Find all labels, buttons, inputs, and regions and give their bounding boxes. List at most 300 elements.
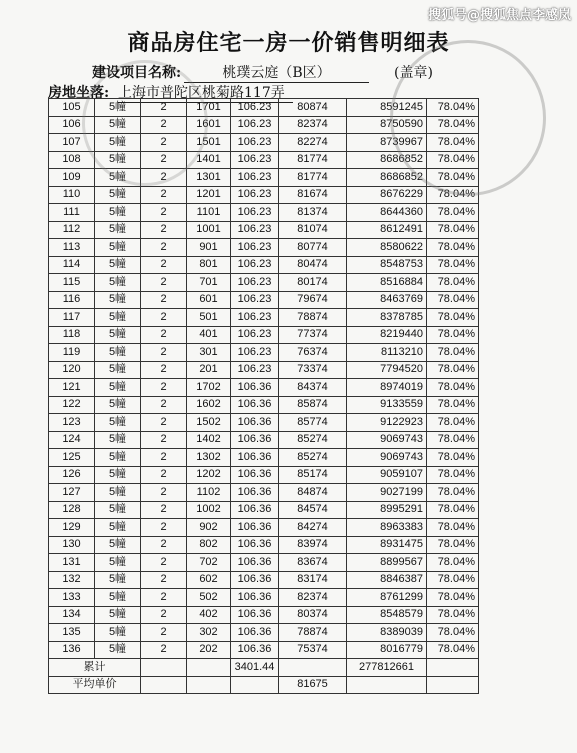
ratio-cell: 78.04%: [427, 466, 479, 484]
total-price-cell: 8591245: [347, 99, 427, 117]
ratio-cell: 78.04%: [427, 134, 479, 152]
row-number-cell: 110: [49, 186, 95, 204]
building-cell: 5幢: [95, 449, 141, 467]
row-number-cell: 133: [49, 589, 95, 607]
ratio-cell: 78.04%: [427, 344, 479, 362]
unit-price-cell: 85874: [279, 396, 347, 414]
building-cell: 5幢: [95, 554, 141, 572]
total-price-cell: 8113210: [347, 344, 427, 362]
row-number-cell: 107: [49, 134, 95, 152]
area-cell: 106.36: [231, 571, 279, 589]
ratio-cell: 78.04%: [427, 291, 479, 309]
bedrooms-cell: 2: [141, 169, 187, 187]
room-number-cell: 901: [187, 239, 231, 257]
unit-price-cell: 78874: [279, 624, 347, 642]
area-cell: 106.23: [231, 239, 279, 257]
table-row: [49, 501, 479, 519]
room-number-cell: 1402: [187, 431, 231, 449]
building-cell: 5幢: [95, 99, 141, 117]
building-cell: 5幢: [95, 256, 141, 274]
ratio-cell: 78.04%: [427, 449, 479, 467]
bedrooms-cell: 2: [141, 134, 187, 152]
average-empty-cell: [187, 676, 231, 694]
building-cell: 5幢: [95, 589, 141, 607]
bedrooms-cell: 2: [141, 116, 187, 134]
bedrooms-cell: 2: [141, 641, 187, 659]
bedrooms-cell: 2: [141, 484, 187, 502]
ratio-cell: 78.04%: [427, 274, 479, 292]
room-number-cell: 201: [187, 361, 231, 379]
average-empty-cell: [141, 676, 187, 694]
room-number-cell: 1002: [187, 501, 231, 519]
unit-price-cell: 80374: [279, 606, 347, 624]
table-row: [49, 309, 479, 327]
unit-price-cell: 77374: [279, 326, 347, 344]
unit-price-cell: 83674: [279, 554, 347, 572]
table-row: [49, 326, 479, 344]
table-row: [49, 519, 479, 537]
unit-price-cell: 84574: [279, 501, 347, 519]
building-cell: 5幢: [95, 379, 141, 397]
total-empty-cell: [279, 659, 347, 677]
row-number-cell: 112: [49, 221, 95, 239]
ratio-cell: 78.04%: [427, 554, 479, 572]
ratio-cell: 78.04%: [427, 99, 479, 117]
sales-table: [48, 98, 479, 694]
row-number-cell: 130: [49, 536, 95, 554]
building-cell: 5幢: [95, 239, 141, 257]
ratio-cell: 78.04%: [427, 204, 479, 222]
building-cell: 5幢: [95, 134, 141, 152]
watermark: 搜狐号@搜狐焦点李感岚: [427, 8, 571, 23]
bedrooms-cell: 2: [141, 361, 187, 379]
ratio-cell: 78.04%: [427, 501, 479, 519]
bedrooms-cell: 2: [141, 431, 187, 449]
total-price-cell: 8389039: [347, 624, 427, 642]
row-number-cell: 122: [49, 396, 95, 414]
room-number-cell: 1702: [187, 379, 231, 397]
sales-table-body: [49, 99, 479, 659]
ratio-cell: 78.04%: [427, 379, 479, 397]
table-row: [49, 449, 479, 467]
table-row: [49, 151, 479, 169]
total-price-cell: 8846387: [347, 571, 427, 589]
row-number-cell: 120: [49, 361, 95, 379]
room-number-cell: 1001: [187, 221, 231, 239]
area-cell: 106.23: [231, 151, 279, 169]
room-number-cell: 1601: [187, 116, 231, 134]
average-empty-cell: [231, 676, 279, 694]
building-cell: 5幢: [95, 151, 141, 169]
total-price-cell: 8676229: [347, 186, 427, 204]
table-row: [49, 221, 479, 239]
ratio-cell: 78.04%: [427, 309, 479, 327]
unit-price-cell: 83174: [279, 571, 347, 589]
project-name: 桃璞云庭（B区）: [184, 62, 369, 83]
row-number-cell: 128: [49, 501, 95, 519]
unit-price-cell: 81774: [279, 169, 347, 187]
area-cell: 106.36: [231, 519, 279, 537]
bedrooms-cell: 2: [141, 449, 187, 467]
project-label: 建设项目名称:: [92, 65, 182, 81]
ratio-cell: 78.04%: [427, 484, 479, 502]
building-cell: 5幢: [95, 204, 141, 222]
bedrooms-cell: 2: [141, 554, 187, 572]
document-title: 商品房住宅一房一价销售明细表: [127, 30, 450, 56]
unit-price-cell: 84274: [279, 519, 347, 537]
total-label: 累计: [49, 659, 141, 677]
room-number-cell: 1302: [187, 449, 231, 467]
total-price-cell: 8686852: [347, 151, 427, 169]
bedrooms-cell: 2: [141, 239, 187, 257]
row-number-cell: 129: [49, 519, 95, 537]
table-row: [49, 606, 479, 624]
bedrooms-cell: 2: [141, 309, 187, 327]
room-number-cell: 701: [187, 274, 231, 292]
bedrooms-cell: 2: [141, 379, 187, 397]
room-number-cell: 402: [187, 606, 231, 624]
building-cell: 5幢: [95, 519, 141, 537]
unit-price-cell: 80174: [279, 274, 347, 292]
row-number-cell: 126: [49, 466, 95, 484]
row-number-cell: 106: [49, 116, 95, 134]
building-cell: 5幢: [95, 466, 141, 484]
average-empty-cell: [427, 676, 479, 694]
table-row: [49, 536, 479, 554]
ratio-cell: 78.04%: [427, 589, 479, 607]
unit-price-cell: 81074: [279, 221, 347, 239]
total-price-cell: 8931475: [347, 536, 427, 554]
room-number-cell: 1201: [187, 186, 231, 204]
table-row: [49, 256, 479, 274]
average-empty-cell: [347, 676, 427, 694]
area-cell: 106.23: [231, 186, 279, 204]
total-price-cell: 9069743: [347, 449, 427, 467]
table-row: [49, 554, 479, 572]
total-price-cell: 8612491: [347, 221, 427, 239]
bedrooms-cell: 2: [141, 589, 187, 607]
total-price-cell: 8974019: [347, 379, 427, 397]
total-price-cell: 8016779: [347, 641, 427, 659]
total-price-cell: 8761299: [347, 589, 427, 607]
room-number-cell: 1101: [187, 204, 231, 222]
room-number-cell: 401: [187, 326, 231, 344]
row-number-cell: 134: [49, 606, 95, 624]
building-cell: 5幢: [95, 274, 141, 292]
room-number-cell: 302: [187, 624, 231, 642]
area-cell: 106.23: [231, 291, 279, 309]
room-number-cell: 1501: [187, 134, 231, 152]
bedrooms-cell: 2: [141, 606, 187, 624]
ratio-cell: 78.04%: [427, 431, 479, 449]
table-row: [49, 379, 479, 397]
total-price-cell: 8580622: [347, 239, 427, 257]
table-row: [49, 571, 479, 589]
unit-price-cell: 82374: [279, 116, 347, 134]
ratio-cell: 78.04%: [427, 414, 479, 432]
row-number-cell: 108: [49, 151, 95, 169]
table-row: [49, 116, 479, 134]
room-number-cell: 301: [187, 344, 231, 362]
unit-price-cell: 84874: [279, 484, 347, 502]
building-cell: 5幢: [95, 291, 141, 309]
table-row: [49, 624, 479, 642]
building-cell: 5幢: [95, 641, 141, 659]
area-cell: 106.36: [231, 431, 279, 449]
building-cell: 5幢: [95, 484, 141, 502]
stamp-label: (盖章): [394, 65, 433, 81]
row-number-cell: 135: [49, 624, 95, 642]
table-row: [49, 589, 479, 607]
bedrooms-cell: 2: [141, 291, 187, 309]
room-number-cell: 1502: [187, 414, 231, 432]
total-price-cell: 8219440: [347, 326, 427, 344]
row-number-cell: 113: [49, 239, 95, 257]
total-price-cell: 9059107: [347, 466, 427, 484]
row-number-cell: 124: [49, 431, 95, 449]
bedrooms-cell: 2: [141, 466, 187, 484]
building-cell: 5幢: [95, 396, 141, 414]
table-row: [49, 169, 479, 187]
unit-price-cell: 79674: [279, 291, 347, 309]
table-row: [49, 344, 479, 362]
building-cell: 5幢: [95, 221, 141, 239]
total-price-cell: 8644360: [347, 204, 427, 222]
total-price-cell: 7794520: [347, 361, 427, 379]
total-area: 3401.44: [231, 659, 279, 677]
room-number-cell: 602: [187, 571, 231, 589]
area-cell: 106.23: [231, 326, 279, 344]
total-price-cell: 8899567: [347, 554, 427, 572]
building-cell: 5幢: [95, 361, 141, 379]
total-price-cell: 8378785: [347, 309, 427, 327]
average-price: 81675: [279, 676, 347, 694]
area-cell: 106.36: [231, 396, 279, 414]
unit-price-cell: 75374: [279, 641, 347, 659]
total-empty-cell: [427, 659, 479, 677]
bedrooms-cell: 2: [141, 519, 187, 537]
total-amount: 277812661: [347, 659, 427, 677]
room-number-cell: 702: [187, 554, 231, 572]
bedrooms-cell: 2: [141, 274, 187, 292]
area-cell: 106.23: [231, 99, 279, 117]
area-cell: 106.23: [231, 344, 279, 362]
area-cell: 106.23: [231, 274, 279, 292]
area-cell: 106.36: [231, 589, 279, 607]
address-value: 上海市普陀区桃菊路117弄: [118, 82, 293, 103]
table-row: [49, 466, 479, 484]
room-number-cell: 1401: [187, 151, 231, 169]
table-row: [49, 274, 479, 292]
unit-price-cell: 78874: [279, 309, 347, 327]
room-number-cell: 501: [187, 309, 231, 327]
ratio-cell: 78.04%: [427, 519, 479, 537]
table-row: [49, 431, 479, 449]
table-row: [49, 361, 479, 379]
bedrooms-cell: 2: [141, 204, 187, 222]
ratio-cell: 78.04%: [427, 326, 479, 344]
bedrooms-cell: 2: [141, 536, 187, 554]
building-cell: 5幢: [95, 501, 141, 519]
building-cell: 5幢: [95, 326, 141, 344]
ratio-cell: 78.04%: [427, 571, 479, 589]
building-cell: 5幢: [95, 116, 141, 134]
row-number-cell: 116: [49, 291, 95, 309]
ratio-cell: 78.04%: [427, 221, 479, 239]
ratio-cell: 78.04%: [427, 624, 479, 642]
bedrooms-cell: 2: [141, 344, 187, 362]
table-row: [49, 641, 479, 659]
unit-price-cell: 82274: [279, 134, 347, 152]
room-number-cell: 902: [187, 519, 231, 537]
building-cell: 5幢: [95, 624, 141, 642]
total-empty-cell: [141, 659, 187, 677]
row-number-cell: 131: [49, 554, 95, 572]
total-price-cell: 8516884: [347, 274, 427, 292]
average-label: 平均单价: [49, 676, 141, 694]
bedrooms-cell: 2: [141, 151, 187, 169]
table-row: [49, 396, 479, 414]
unit-price-cell: 85174: [279, 466, 347, 484]
area-cell: 106.36: [231, 484, 279, 502]
ratio-cell: 78.04%: [427, 606, 479, 624]
bedrooms-cell: 2: [141, 326, 187, 344]
address-row: [48, 80, 478, 101]
building-cell: 5幢: [95, 571, 141, 589]
table-row: [49, 134, 479, 152]
room-number-cell: 202: [187, 641, 231, 659]
row-number-cell: 115: [49, 274, 95, 292]
average-row: [49, 676, 479, 694]
table-row: [49, 291, 479, 309]
room-number-cell: 1301: [187, 169, 231, 187]
row-number-cell: 117: [49, 309, 95, 327]
row-number-cell: 111: [49, 204, 95, 222]
area-cell: 106.23: [231, 116, 279, 134]
building-cell: 5幢: [95, 344, 141, 362]
bedrooms-cell: 2: [141, 221, 187, 239]
area-cell: 106.36: [231, 501, 279, 519]
bedrooms-cell: 2: [141, 256, 187, 274]
table-row: [49, 414, 479, 432]
room-number-cell: 1202: [187, 466, 231, 484]
area-cell: 106.36: [231, 536, 279, 554]
unit-price-cell: 82374: [279, 589, 347, 607]
area-cell: 106.36: [231, 449, 279, 467]
bedrooms-cell: 2: [141, 414, 187, 432]
total-price-cell: 9133559: [347, 396, 427, 414]
area-cell: 106.23: [231, 309, 279, 327]
unit-price-cell: 81774: [279, 151, 347, 169]
building-cell: 5幢: [95, 169, 141, 187]
unit-price-cell: 85274: [279, 431, 347, 449]
ratio-cell: 78.04%: [427, 239, 479, 257]
row-number-cell: 136: [49, 641, 95, 659]
area-cell: 106.36: [231, 624, 279, 642]
ratio-cell: 78.04%: [427, 186, 479, 204]
row-number-cell: 121: [49, 379, 95, 397]
row-number-cell: 114: [49, 256, 95, 274]
total-empty-cell: [187, 659, 231, 677]
unit-price-cell: 76374: [279, 344, 347, 362]
room-number-cell: 601: [187, 291, 231, 309]
building-cell: 5幢: [95, 186, 141, 204]
table-row: [49, 239, 479, 257]
total-price-cell: 8963383: [347, 519, 427, 537]
table-row: [49, 186, 479, 204]
ratio-cell: 78.04%: [427, 396, 479, 414]
total-price-cell: 8548579: [347, 606, 427, 624]
room-number-cell: 1602: [187, 396, 231, 414]
room-number-cell: 502: [187, 589, 231, 607]
row-number-cell: 127: [49, 484, 95, 502]
table-row: [49, 204, 479, 222]
unit-price-cell: 83974: [279, 536, 347, 554]
area-cell: 106.36: [231, 606, 279, 624]
ratio-cell: 78.04%: [427, 361, 479, 379]
area-cell: 106.36: [231, 466, 279, 484]
total-price-cell: 8463769: [347, 291, 427, 309]
bedrooms-cell: 2: [141, 501, 187, 519]
row-number-cell: 123: [49, 414, 95, 432]
unit-price-cell: 85774: [279, 414, 347, 432]
table-row: [49, 484, 479, 502]
bedrooms-cell: 2: [141, 396, 187, 414]
ratio-cell: 78.04%: [427, 116, 479, 134]
bedrooms-cell: 2: [141, 186, 187, 204]
total-row: [49, 659, 479, 677]
row-number-cell: 105: [49, 99, 95, 117]
area-cell: 106.23: [231, 256, 279, 274]
area-cell: 106.23: [231, 204, 279, 222]
bedrooms-cell: 2: [141, 624, 187, 642]
total-price-cell: 8995291: [347, 501, 427, 519]
ratio-cell: 78.04%: [427, 151, 479, 169]
unit-price-cell: 81674: [279, 186, 347, 204]
area-cell: 106.36: [231, 641, 279, 659]
area-cell: 106.23: [231, 221, 279, 239]
area-cell: 106.23: [231, 134, 279, 152]
ratio-cell: 78.04%: [427, 169, 479, 187]
room-number-cell: 802: [187, 536, 231, 554]
area-cell: 106.36: [231, 414, 279, 432]
building-cell: 5幢: [95, 414, 141, 432]
bedrooms-cell: 2: [141, 571, 187, 589]
building-cell: 5幢: [95, 431, 141, 449]
address-label: 房地坐落:: [48, 85, 110, 101]
unit-price-cell: 80474: [279, 256, 347, 274]
total-price-cell: 9069743: [347, 431, 427, 449]
unit-price-cell: 80874: [279, 99, 347, 117]
total-price-cell: 8548753: [347, 256, 427, 274]
row-number-cell: 109: [49, 169, 95, 187]
area-cell: 106.36: [231, 379, 279, 397]
area-cell: 106.23: [231, 361, 279, 379]
unit-price-cell: 84374: [279, 379, 347, 397]
total-price-cell: 9122923: [347, 414, 427, 432]
total-price-cell: 8739967: [347, 134, 427, 152]
building-cell: 5幢: [95, 536, 141, 554]
room-number-cell: 1701: [187, 99, 231, 117]
table-row: [49, 99, 479, 117]
row-number-cell: 132: [49, 571, 95, 589]
project-row: [92, 60, 472, 80]
area-cell: 106.36: [231, 554, 279, 572]
area-cell: 106.23: [231, 169, 279, 187]
unit-price-cell: 80774: [279, 239, 347, 257]
building-cell: 5幢: [95, 309, 141, 327]
bedrooms-cell: 2: [141, 99, 187, 117]
